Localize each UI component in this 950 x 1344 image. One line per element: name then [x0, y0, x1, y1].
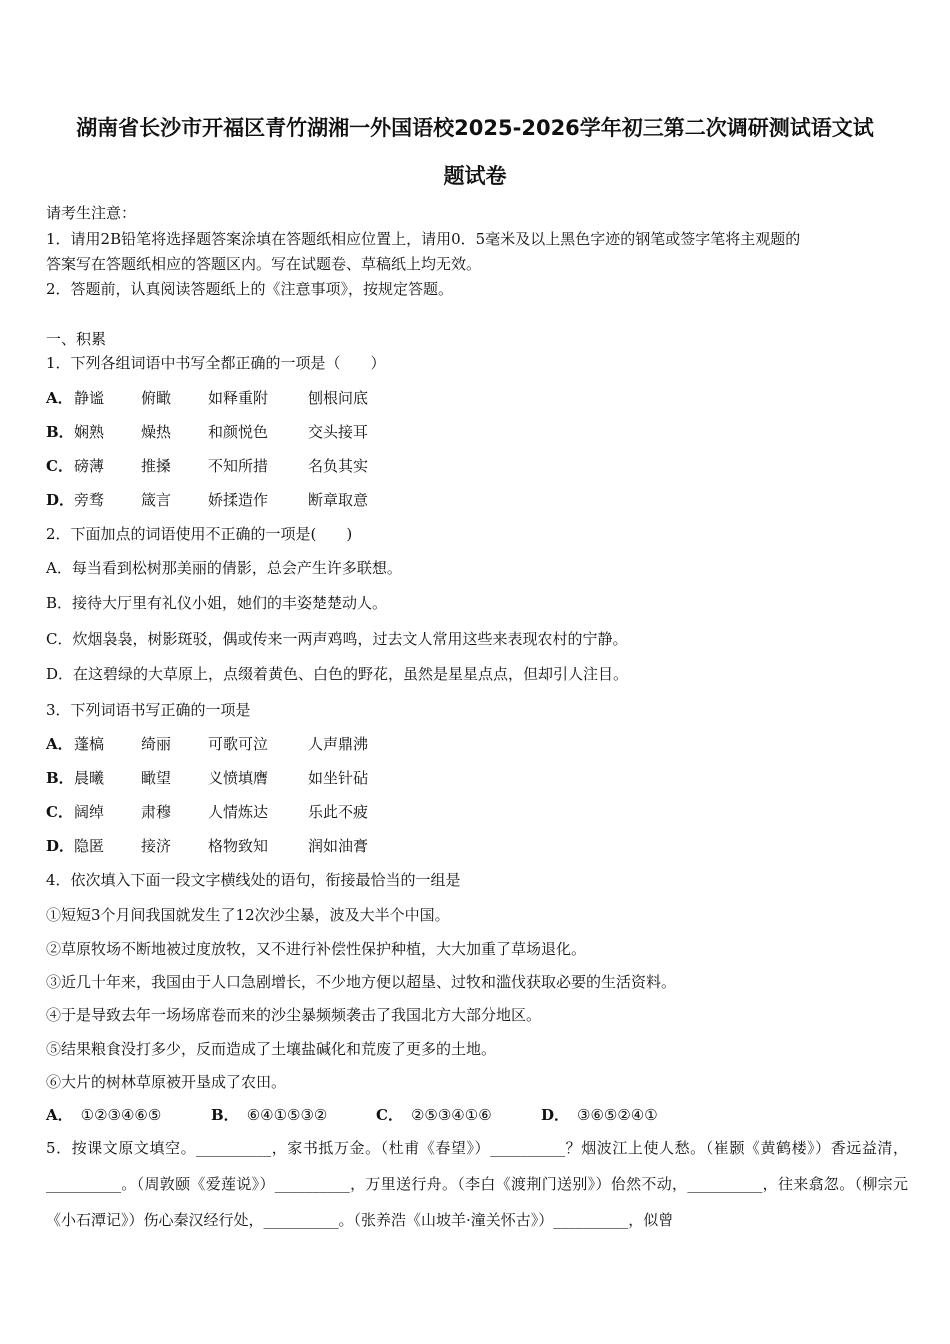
option-word: 娇揉造作 [208, 491, 269, 509]
option-word: 瞰望 [141, 769, 172, 787]
option-word: 可歌可泣 [208, 735, 269, 753]
choice-value: ②⑤③④①⑥ [410, 1106, 492, 1124]
q4-sentence-2: ②草原牧场不断地被过度放牧，又不进行补偿性保护种植，大大加重了草场退化。 [46, 940, 587, 958]
notice-item-1-cont: 答案写在答题纸相应的答题区内。写在试题卷、草稿纸上均无效。 [46, 255, 482, 273]
section-heading: 一、积累 [46, 330, 107, 348]
choice-value: ③⑥⑤②④① [577, 1106, 658, 1124]
option-word: 俯瞰 [141, 389, 172, 407]
option-label: C． [46, 803, 73, 821]
option-word: 义愤填膺 [208, 769, 269, 787]
notice-item-2: 2．答题前，认真阅读答题纸上的《注意事项》，按规定答题。 [46, 280, 454, 298]
option-word: 肃穆 [141, 803, 172, 821]
option-word: 人声鼎沸 [308, 735, 369, 753]
notice-item-1: 1．请用2B铅笔将选择题答案涂填在答题纸相应位置上，请用0．5毫米及以上黑色字迹的钢笔或签字笔将主观题的 [46, 230, 801, 248]
q4-choice-b [211, 1104, 376, 1125]
option-word: 静谧 [74, 389, 105, 407]
option-word: 人情炼达 [208, 803, 269, 821]
option-word: 接济 [141, 837, 172, 855]
q3-option-b [46, 767, 375, 788]
option-word: 不知所措 [208, 457, 269, 475]
q4-sentence-1: ①短短3个月间我国就发生了12次沙尘暴，波及大半个中国。 [46, 906, 450, 924]
q5-text: 5．按课文原文填空。__________，家书抵万金。（杜甫《春望》）__________？烟波江上使人愁。（崔颢《黄鹤楼》）香远益清，__________。（周敦颐《爱莲说》）__________，万里送行舟。（李白《渡荆门送别》）佁然不动，__________，往来翕忽。（柳宗元《小石潭记》）伤心秦汉经行处，__________。（张养浩《山坡羊·潼关怀古》）__________，似曾 [46, 1139, 908, 1229]
option-word: 蓬槁 [74, 735, 105, 753]
q1-option-c [46, 455, 375, 476]
option-word: 润如油膏 [308, 837, 369, 855]
notice-heading: 请考生注意： [46, 204, 137, 222]
option-word: 如坐针砧 [308, 769, 369, 787]
q4-choice-c [376, 1104, 541, 1125]
choice-label: A． [46, 1106, 73, 1124]
q1-stem: 1．下列各组词语中书写全都正确的一项是（ ） [46, 354, 386, 372]
exam-title-line2: 题试卷 [443, 164, 507, 188]
option-word: 晨曦 [74, 769, 105, 787]
option-word: 名负其实 [308, 457, 369, 475]
q3-option-a [46, 733, 375, 754]
q4-stem: 4．依次填入下面一段文字横线处的语句，衔接最恰当的一组是 [46, 871, 461, 889]
option-word: 格物致知 [208, 837, 269, 855]
option-label: B． [46, 423, 74, 441]
option-label: A． [46, 389, 73, 407]
q4-choice-d [541, 1104, 706, 1125]
option-word: 磅薄 [74, 457, 105, 475]
q3-option-c [46, 801, 375, 822]
option-word: 娴熟 [74, 423, 105, 441]
option-word: 绮丽 [141, 735, 172, 753]
choice-value: ①②③④⑥⑤ [80, 1106, 162, 1124]
option-word: 阔绰 [74, 803, 105, 821]
choice-label: C． [376, 1106, 403, 1124]
option-label: D． [46, 491, 75, 509]
q4-sentence-4: ④于是导致去年一场场席卷而来的沙尘暴频频袭击了我国北方大部分地区。 [46, 1006, 542, 1024]
option-word: 刨根问底 [308, 389, 369, 407]
q1-option-b [46, 421, 375, 442]
option-label: A． [46, 735, 73, 753]
q4-sentence-6: ⑥大片的树林草原被开垦成了农田。 [46, 1073, 287, 1091]
q4-sentence-3: ③近几十年来，我国由于人口急剧增长，不少地方便以超垦、过牧和滥伐获取必要的生活资料。 [46, 973, 677, 991]
exam-title-line1: 湖南省长沙市开福区青竹湖湘一外国语校2025-2026学年初三第二次调研测试语文试 [76, 116, 874, 140]
q2-stem: 2．下面加点的词语使用不正确的一项是( ) [46, 525, 353, 543]
q4-choices [46, 1104, 706, 1125]
q1-option-a [46, 387, 375, 408]
option-word: 燥热 [141, 423, 172, 441]
q2-option-b: B．接待大厅里有礼仪小姐，她们的丰姿楚楚动人。 [46, 594, 388, 612]
option-word: 旁骛 [74, 491, 105, 509]
q3-stem: 3．下列词语书写正确的一项是 [46, 701, 251, 719]
option-label: D． [46, 837, 75, 855]
q2-option-c: C．炊烟袅袅，树影斑驳，偶或传来一两声鸡鸣，过去文人常用这些来表现农村的宁静。 [46, 630, 628, 648]
option-label: B． [46, 769, 74, 787]
option-word: 如释重附 [208, 389, 269, 407]
choice-value: ⑥④①⑤③② [246, 1106, 328, 1124]
option-word: 乐此不疲 [308, 803, 369, 821]
option-label: C． [46, 457, 73, 475]
option-word: 箴言 [141, 491, 172, 509]
q1-option-d [46, 489, 375, 510]
option-word: 隐匿 [74, 837, 105, 855]
option-word: 推搡 [141, 457, 172, 475]
choice-label: B． [211, 1106, 239, 1124]
q2-option-a: A．每当看到松树那美丽的倩影，总会产生许多联想。 [46, 559, 402, 577]
option-word: 和颜悦色 [208, 423, 269, 441]
q3-option-d [46, 835, 375, 856]
q4-choice-a [46, 1104, 211, 1125]
q4-sentence-5: ⑤结果粮食没打多少，反而造成了土壤盐碱化和荒废了更多的土地。 [46, 1040, 497, 1058]
choice-label: D． [541, 1106, 570, 1124]
option-word: 断章取意 [308, 491, 369, 509]
option-word: 交头接耳 [308, 423, 369, 441]
q2-option-d: D．在这碧绿的大草原上，点缀着黄色、白色的野花，虽然是星星点点，但却引人注目。 [46, 665, 629, 683]
